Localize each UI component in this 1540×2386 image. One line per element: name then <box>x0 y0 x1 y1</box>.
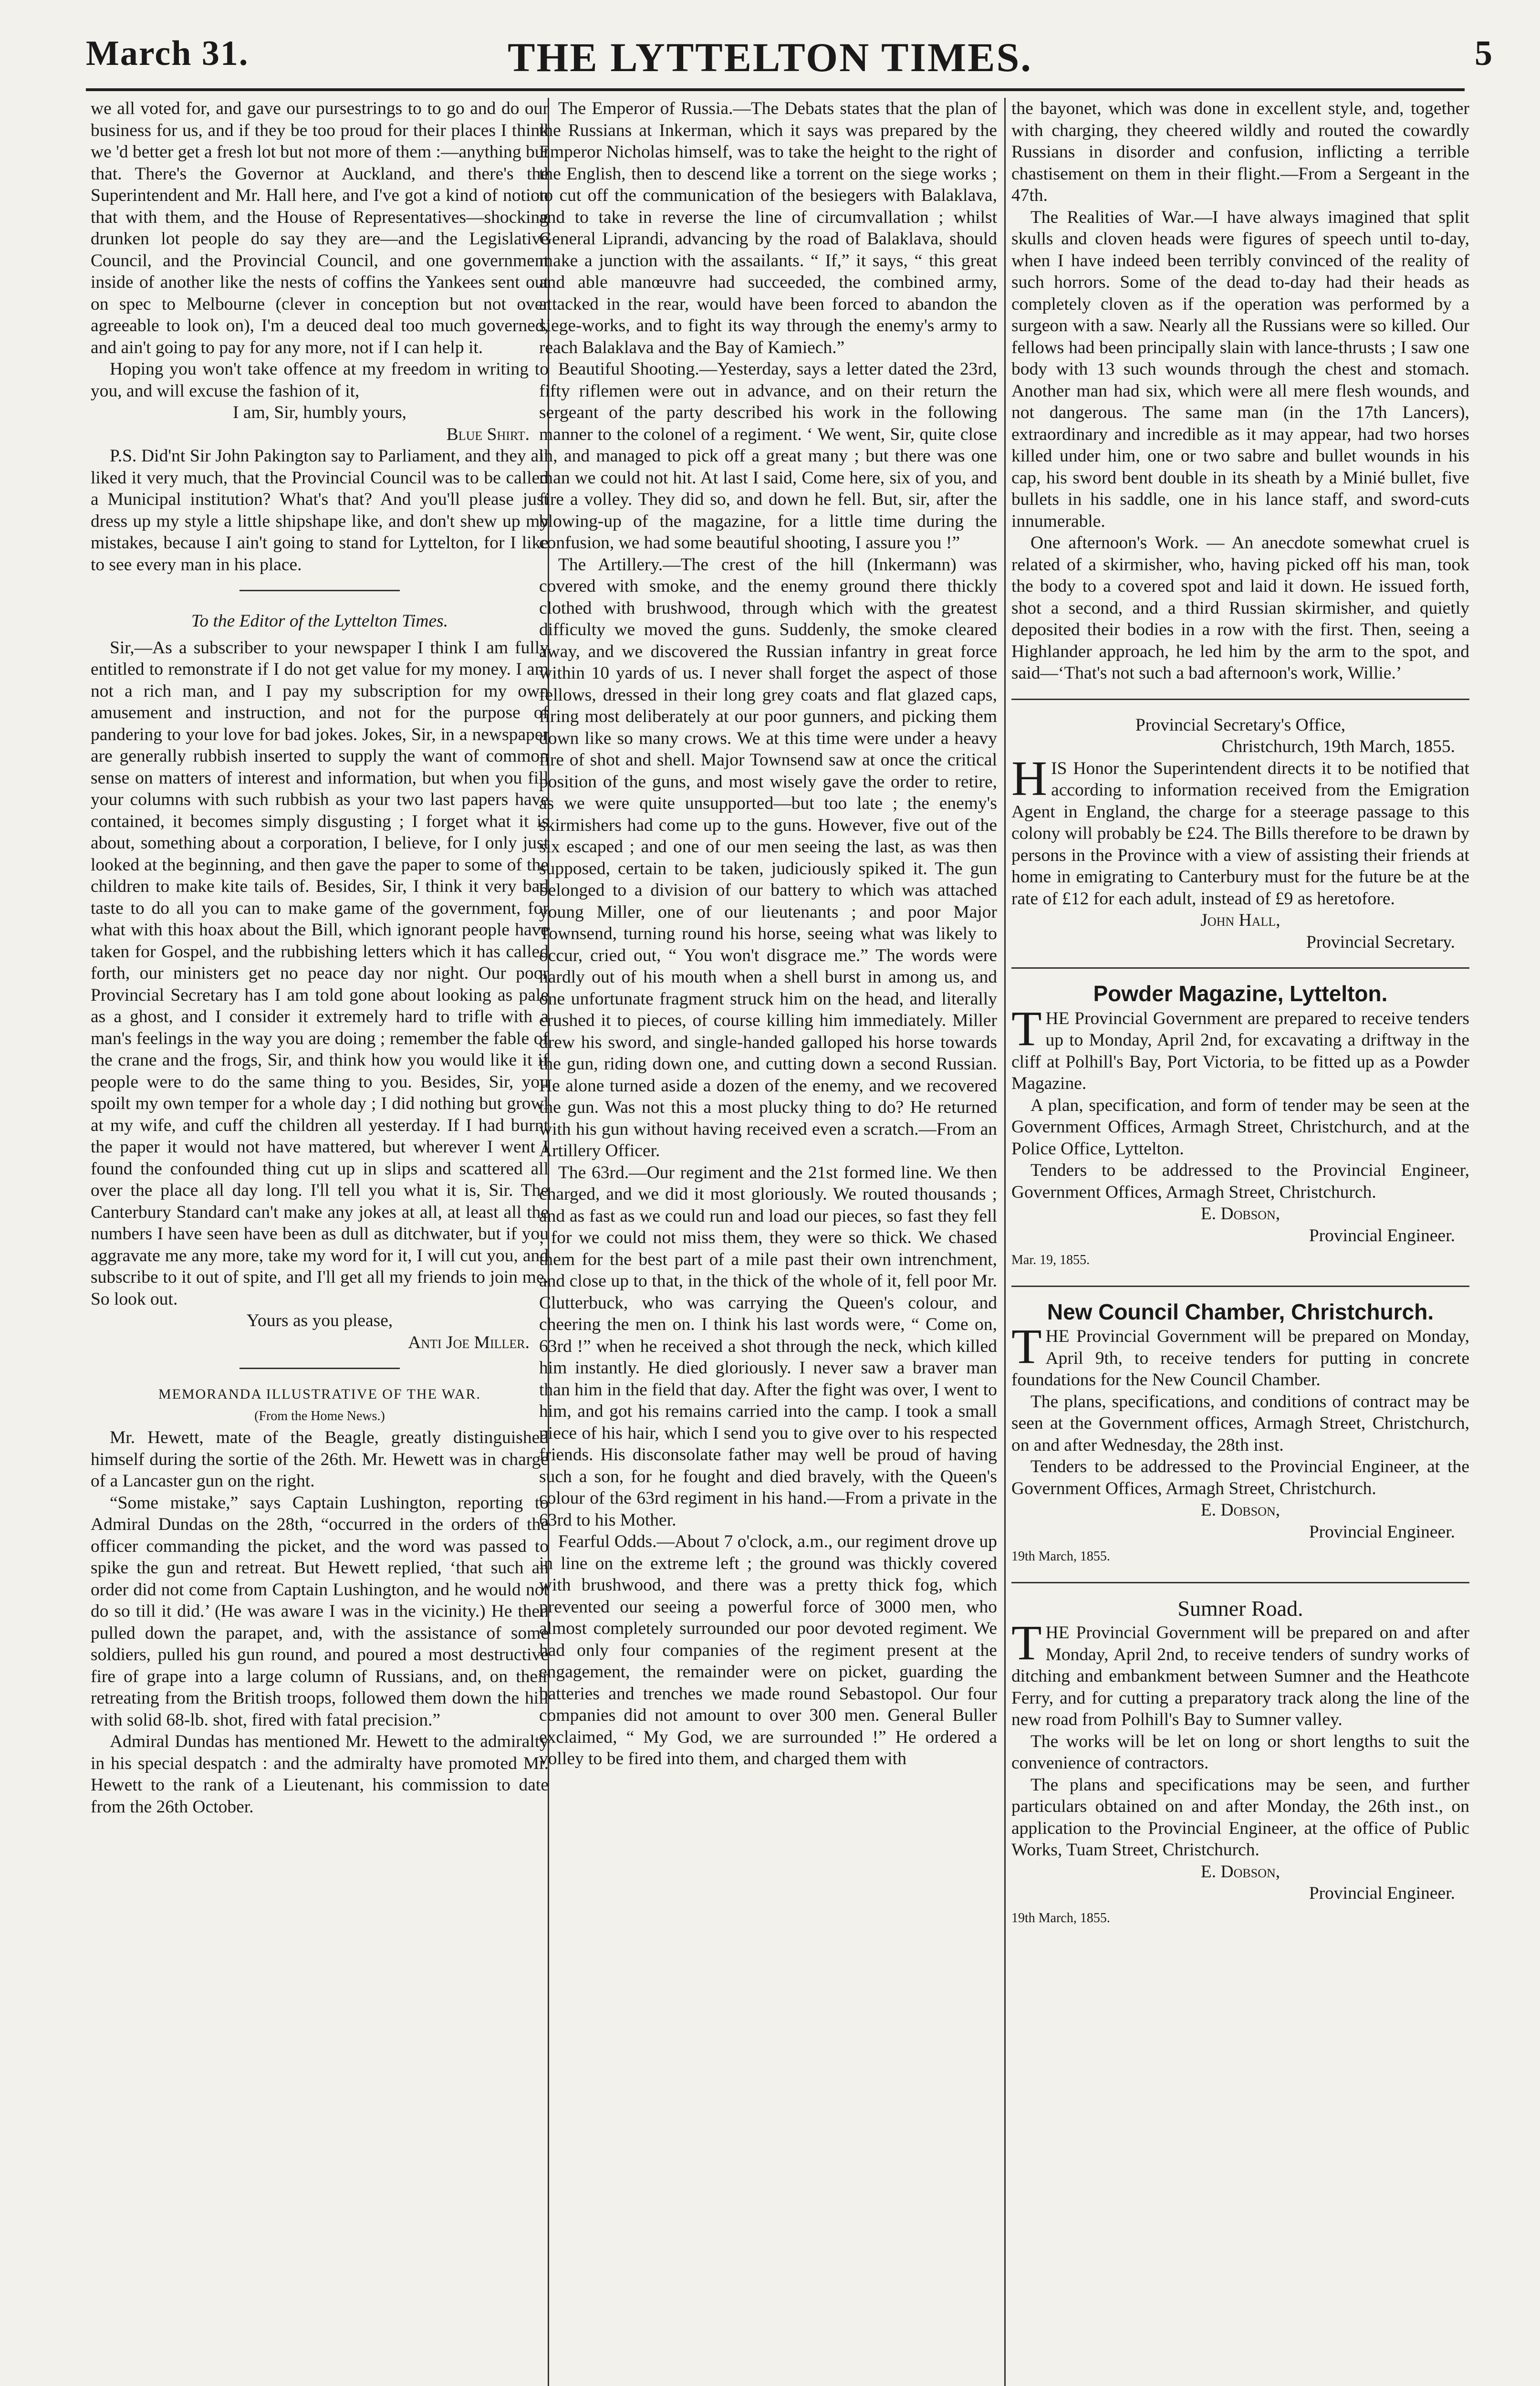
notice-council-chamber <box>1011 1301 1469 1568</box>
page-number: 5 <box>1475 34 1492 73</box>
notice-text: HE Provincial Government will be prepared on Monday, April 9th, to receive tenders for putting in concrete foundations for the New Council Chamber. <box>1011 1327 1469 1390</box>
notice-body: The plans and specifications may be seen, and further particulars obtained on and after Monday, the 26th inst., on application to the Provincial Engineer, at the office of Public Works, Tuam Street, Christchurch. <box>1011 1775 1469 1860</box>
notice-signer: E. Dobson, <box>1200 1500 1280 1520</box>
article-paragraph: Mr. Hewett, mate of the Beagle, greatly distinguished himself during the sortie of the 26th. Mr. Hewett was in charge of a Lancaster gun on the right. <box>91 1428 549 1491</box>
column-1 <box>91 98 549 2386</box>
notice-body <box>1011 1319 1469 1391</box>
notice-body: A plan, specification, and form of tender may be seen at the Government Offices, Armagh Street, Christchurch, and at the Police Office, Lyttelton. <box>1011 1095 1469 1159</box>
notice-body <box>1011 1001 1469 1095</box>
notice-signer: E. Dobson, <box>1200 1204 1280 1224</box>
notice-date: 19th March, 1855. <box>1011 1549 1110 1564</box>
notice-signer: John Hall, <box>1200 910 1280 930</box>
letter-heading: To the Editor of the Lyttelton Times. <box>191 611 448 631</box>
divider <box>1011 1582 1469 1583</box>
notice-body <box>1011 1615 1469 1731</box>
masthead-rule <box>86 88 1465 91</box>
letter-closing: I am, Sir, humbly yours, <box>232 403 407 422</box>
notice-body <box>1011 751 1469 910</box>
column-rule <box>1004 98 1006 2386</box>
notice-role: Provincial Secretary. <box>1306 932 1455 952</box>
notice-title: New Council Chamber, Christchurch. <box>1047 1299 1434 1324</box>
postscript: P.S. Did'nt Sir John Pakington say to Parliament, and they all liked it very much, that the Provincial Council was to be called a Municipal institution? What's that? And you'll please just dress up my style a little shipshape like, and don't shew up my mistakes, because I ain't going to stand for Lyttelton, for I like to see every man in his place. <box>91 446 549 575</box>
divider <box>239 590 400 591</box>
issue-date: March 31. <box>86 34 249 73</box>
article-paragraph: Fearful Odds.—About 7 o'clock, a.m., our regiment drove up in line on the extreme left ; the ground was thickly covered with brushwood, and there was a pretty thick fog, which prevented our seeing a powerful force of 3000 men, who almost completely surrounded our poor devoted regiment. We had only four companies of the regiment present at the engagement, the remainder were on picket, guarding the batteries and trenches we made round Sebastopol. Our four companies did not amount to over 300 men. General Buller exclaimed, “ My God, we are surrounded !” He ordered a volley to be fired into them, and charged them with <box>539 1532 997 1769</box>
notice-title: Sumner Road. <box>1177 1596 1303 1621</box>
article-paragraph: Beautiful Shooting.—Yesterday, says a letter dated the 23rd, fifty riflemen were out in advance, and on their return the sergeant of the party described his work in the following manner to the colonel of a regiment. ‘ We went, Sir, quite close in, and managed to pick off a great many ; but there was one man we could not hit. At last I said, Come here, six of you, and fire a volley. They did so, and down he fell. But, sir, after the blowing-up of the magazine, for a little time during the confusion, we had some beautiful shooting, I assure you !” <box>539 359 997 553</box>
letter-paragraph: Sir,—As a subscriber to your newspaper I think I am fully entitled to remonstrate if I do not get value for my money. I am not a rich man, and I pay my subscription for my own amusement and instruction, and not for the purpose of pandering to your love for bad jokes. Jokes, Sir, in a newspaper are generally rubbish inserted to supply the want of common sense on matters of interest and information, but when you fill your columns with such rubbish as your two last papers have contained, it becomes simply disgusting ; I forget what it is about, something about a corporation, I believe, for I only just looked at the beginning, and then gave the paper to some of the children to make kite tails of. Besides, Sir, I think it very bad taste to do all you can to make game of the government, for what with this hoax about the Bill, which ignorant people have taken for Gospel, and the rubbishing letters which it has called forth, our ministers get no peace day nor night. Our poor Provincial Secretary has I am told gone about looking as pale as a ghost, and I consider it extremely hard to trifle with a man's feelings in the way you are doing ; remember the fable of the crane and the frogs, Sir, and think how you would like it if people were to do the same thing to you. Besides, Sir, you spoilt my own temper for a whole day ; I did nothing but growl at my wife, and cuff the children all yesterday. If I had burnt the paper it would not have mattered, but wherever I went I found the confounded thing cut up in slips and scattered all over the place all day long. I'll tell you what it is, Sir. The Canterbury Standard can't make any jokes at all, at least all the numbers I have seen have been as dull as ditchwater, but if you aggravate me any more, take my word for it, I will cut you, and subscribe to it out of spite, and I'll get all my friends to join me. So look out. <box>91 638 549 1309</box>
notice-title: Powder Magazine, Lyttelton. <box>1093 981 1388 1006</box>
notice-role: Provincial Engineer. <box>1309 1884 1455 1903</box>
notice-text: HE Provincial Government are prepared to receive tenders up to Monday, April 2nd, for excavating a driftway in the cliff at Polhill's Bay, Port Victoria, to be fitted up as a Powder Magazine. <box>1011 1008 1469 1093</box>
notice-role: Provincial Engineer. <box>1309 1522 1455 1542</box>
notice-office: Provincial Secretary's Office, <box>1135 715 1346 735</box>
article-paragraph: Admiral Dundas has mentioned Mr. Hewett to the admiralty in his special despatch : and the admiralty have promoted Mr. Hewett to the rank of a Lieutenant, his commission to date from the 26th October. <box>91 1732 549 1817</box>
article-paragraph: “Some mistake,” says Captain Lushington, reporting to Admiral Dundas on the 28th, “occurred in the orders of the officer commanding the picket, and the word was passed to spike the gun and retreat. But Hewett replied, ‘that such an order did not come from Captain Lushington, and he would not do so till it did.’ (He was aware I was in the vicinity.) He then pulled down the parapet, and, with the assistance of some soldiers, pulled his gun round, and poured a most destructive fire of grape into a large column of Russians, and, on their retreating from the British troops, followed them down the hill with solid 68-lb. shot, fired with fatal precision.” <box>91 1493 549 1730</box>
masthead <box>29 33 1511 86</box>
divider <box>239 1368 400 1369</box>
letter-paragraph: we all voted for, and gave our pursestrings to to go and do our business for us, and if they be too proud for their places I think we 'd better get a fresh lot but not more of them :—anything but that. There's the Governor at Auckland, and there's the Superintendent and Mr. Hall here, and I've got a kind of notion that with them, and the House of Representatives—shocking drunken lot people do say they are—and the Legislative Council, and the Provincial Council, and one government inside of another like the nests of coffins the Yankees sent out on spec to Melbourne (clever in conception but not over agreeable to look on), I'm a deuced deal too much governed, and ain't going to pay for any more, not if I can help it. <box>91 99 549 357</box>
article-paragraph: The 63rd.—Our regiment and the 21st formed line. We then charged, and we did it most gloriously. We routed thousands ; and as fast as we could run and load our pieces, so fast they fell ; for we could not miss them, they were so thick. We chased them for the best part of a mile past their own intrenchment, and close up to that, in the thick of the whole of it, fell poor Mr. Clutterbuck, who was carrying the Queen's colour, and cheering the men on. I think his last words were, “ Come on, 63rd !” when he received a shot through the neck, which killed him instantly. He died gloriously. I never saw a braver man than him in the field that day. After the fight was over, I went to him, and got his remains carried into the camp. I took a small piece of his hair, which I send you to give over to his respected friends. His disconsolate father may well be proud of having such a son, for he fought and died bravely, with the Queen's colour of the 63rd regiment in his hand.—From a private in the 63rd to his Mother. <box>539 1162 997 1530</box>
letter-signature: Anti Joe Miller. <box>408 1332 530 1352</box>
notice-date: 19th March, 1855. <box>1011 1910 1110 1926</box>
drop-cap: T <box>1011 1615 1042 1670</box>
drop-cap: H <box>1011 751 1048 806</box>
divider <box>1011 967 1469 969</box>
letter-paragraph: Hoping you won't take offence at my freedom in writing to you, and will excuse the fashion of it, <box>91 359 549 401</box>
article-paragraph: the bayonet, which was done in excellent style, and, together with charging, they cheered wildly and routed the cowardly Russians in disorder and confusion, inflicting a terrible chastisement on them in their flight.—From a Sergeant in the 47th. <box>1011 99 1469 205</box>
notice-date: Mar. 19, 1855. <box>1011 1253 1090 1267</box>
notice-emigration <box>1011 714 1469 953</box>
section-source: (From the Home News.) <box>254 1408 385 1423</box>
notice-text: HE Provincial Government will be prepared on and after Monday, April 2nd, to receive tenders of sundry works of ditching and embankment between Sumner and the Heathcote Ferry, and for cutting a preparatory track along the line of the new road from Polhill's Bay to Sumner valley. <box>1011 1623 1469 1729</box>
letter-signature: Blue Shirt. <box>446 424 530 444</box>
article-paragraph: The Emperor of Russia.—The Debats states that the plan of the Russians at Inkerman, which it says was prepared by the Emperor Nicholas himself, was to take the height to the right of the English, then to descend like a torrent on the siege works ; to cut off the communication of the besiegers with Balaklava, and to take in reverse the line of circumvallation ; whilst General Liprandi, advancing by the road of Balaklava, should make a junction with the assailants. “ If,” it says, “ this great and able manœuvre had succeeded, the combined army, attacked in the rear, would have been forced to abandon the siege-works, and to fight its way through the enemy's army to reach Balaklava and the Bay of Kamiech.” <box>539 99 997 357</box>
notice-sumner-road <box>1011 1598 1469 1929</box>
article-paragraph: The Realities of War.—I have always imagined that split skulls and cloven heads were figures of speech until to-day, when I have indeed been terribly convinced of the reality of such horrors. Some of the dead to-day had their heads as completely cloven as if the operation was performed by a surgeon with a saw. Nearly all the Russians were so killed. Our fellows had been principally slain with lance-thrusts ; I saw one body with 13 such wounds through the chest and stomach. Another man had six, which were all mere flesh wounds, and not dangerous. The same man (in the 17th Lancers), extraordinary and incredible as it may appear, had two horses killed under him, one or two sabre and bullet wounds in his cap, his sword bent double in its sheath by a Minié bullet, five bullets in his saddle, one in his lance staff, and sword-cuts innumerable. <box>1011 207 1469 531</box>
column-3 <box>1011 98 1469 2386</box>
notice-body: Tenders to be addressed to the Provincial Engineer, at the Government Offices, Armagh Street, Christchurch. <box>1011 1457 1469 1498</box>
divider <box>1011 1286 1469 1287</box>
notice-place-date: Christchurch, 19th March, 1855. <box>1221 737 1455 756</box>
newspaper-title: THE LYTTELTON TIMES. <box>508 34 1032 80</box>
notice-signer: E. Dobson, <box>1200 1862 1280 1882</box>
notice-role: Provincial Engineer. <box>1309 1225 1455 1245</box>
drop-cap: T <box>1011 1001 1042 1056</box>
notice-powder-magazine <box>1011 983 1469 1271</box>
letter-closing: Yours as you please, <box>246 1311 393 1330</box>
column-2 <box>539 98 997 2386</box>
notice-body: Tenders to be addressed to the Provincial Engineer, Government Offices, Armagh Street, Christchurch. <box>1011 1161 1469 1202</box>
divider <box>1011 699 1469 700</box>
notice-text: IS Honor the Superintendent directs it to be notified that according to information received from the Emigration Agent in England, the charge for a steerage passage to this colony will probably be £24. The Bills therefore to be drawn by persons in the Province with a view of assisting their friends at home in emigrating to Canterbury must for the future be at the rate of £12 for each adult, instead of £9 as heretofore. <box>1011 758 1469 909</box>
notice-body: The plans, specifications, and conditions of contract may be seen at the Government offices, Armagh Street, Christchurch, on and after Wednesday, the 28th inst. <box>1011 1392 1469 1455</box>
drop-cap: T <box>1011 1319 1042 1374</box>
article-paragraph: One afternoon's Work. — An anecdote somewhat cruel is related of a skirmisher, who, having picked off his man, took the body to a covered spot and laid it down. He issued forth, shot a second, and a third Russian skirmisher, and quietly deposited their bodies in a row with the first. Then, seeing a Highlander approach, he led him by the arm to the spot, and said—‘That's not such a bad afternoon's work, Willie.’ <box>1011 533 1469 683</box>
notice-body: The works will be let on long or short lengths to suit the convenience of contractors. <box>1011 1731 1469 1773</box>
article-paragraph: The Artillery.—The crest of the hill (Inkermann) was covered with smoke, and the enemy ground there thickly clothed with brushwood, through which with the greatest difficulty we moved the guns. Suddenly, the smoke cleared away, and we discovered the Russian infantry in great force within 10 yards of us. I never shall forget the aspect of those fellows, dressed in their long grey coats and flat glazed caps, firing most deliberately at our poor gunners, and picking them down like so many crows. We at this time were under a heavy fire of shot and shell. Major Townsend saw at once the critical position of the guns, and most wisely gave the order to retire, as we were quite unsupported—but too late ; the enemy's skirmishers had come up to the guns. However, five out of the six escaped ; and one of our men seeing the last, as was then supposed, certain to be taken, judiciously spiked it. The gun belonged to a division of our battery to which was attached young Miller, one of our lieutenants ; and poor Major Townsend, turning round his horse, seeing what was likely to occur, cried out, “ You won't disgrace me.” The words were hardly out of his mouth when a shell burst in among us, and one unfortunate fragment struck him on the head, and literally crushed it to pieces, of course killing him immediately. Miller drew his sword, and single-handed galloped his horse towards the gun, riding down one, and cutting down a second Russian. He alone turned aside a dozen of the enemy, and we recovered the gun. Was not this a most plucky thing to do? He returned with his gun without having received even a scratch.—From an Artillery Officer. <box>539 555 997 1161</box>
section-heading: MEMORANDA ILLUSTRATIVE OF THE WAR. <box>158 1386 481 1402</box>
